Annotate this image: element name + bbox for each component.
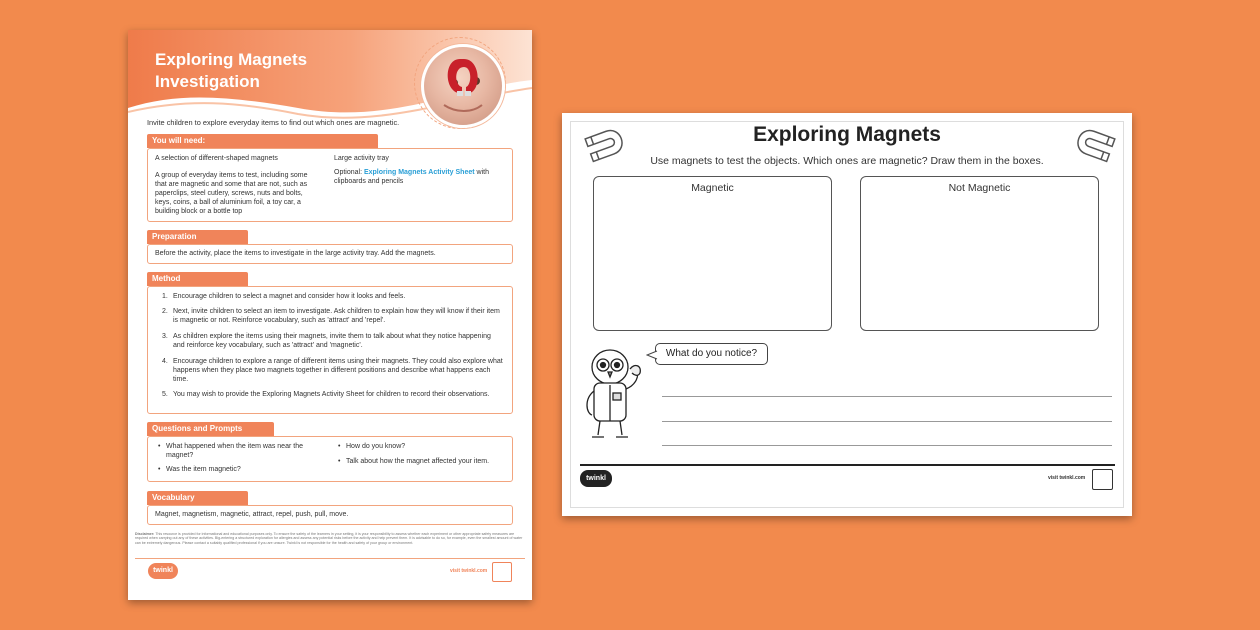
section-heading-preparation: Preparation: [147, 230, 248, 244]
writing-line[interactable]: [662, 396, 1112, 397]
writing-line[interactable]: [662, 421, 1112, 422]
visit-link[interactable]: visit twinkl.com: [1048, 475, 1086, 481]
title-line-1: Exploring Magnets: [155, 50, 308, 69]
disclaimer-label: Disclaimer:: [135, 532, 155, 536]
optional-prefix: Optional:: [334, 169, 364, 176]
disclaimer-text: This resource is provided for informational and educational purposes only. To ensure the safety of the learners in your setting, it is your responsibility to assess whether each experiment or other appropriate safety measures are required when carrying out any of these activities. Big-entering a structured exploration for allergies and assess any potential risks before the activity and help prevent them. It is advisable to do so, for example, even the smallest amount of water can be extremely dangerous. Please contact a suitably qualified professional if you are unsure. Twinkl is not responsible for the health and safety of your group or environment.: [135, 532, 523, 545]
section-heading-vocabulary: Vocabulary: [147, 491, 248, 505]
owl-scientist-icon: [580, 345, 650, 445]
sheet-instructions: Use magnets to test the objects. Which ones are magnetic? Draw them in the boxes.: [650, 155, 1044, 167]
preparation-text: Before the activity, place the items to investigate in the large activity tray. Add the magnets.: [155, 250, 436, 257]
questions-box: • What happened when the item was near the magnet? • Was the item magnetic? • How do you know? • Talk about how the magnet affected your item.: [147, 436, 513, 482]
not-magnetic-draw-box[interactable]: [860, 176, 1099, 331]
step-text: You may wish to provide the Exploring Magnets Activity Sheet for children to record their observations.: [173, 391, 490, 398]
step-text: Next, invite children to select an item to investigate. Ask children to explain how they will know if their item is magnetic or not. Reinforce vocabulary, such as 'attract' and 'repel'.: [173, 308, 500, 324]
writing-line[interactable]: [662, 445, 1112, 446]
speech-bubble-tail: [646, 349, 658, 361]
magnetic-draw-box[interactable]: [593, 176, 832, 331]
activity-plan-page: [128, 30, 532, 600]
not-magnetic-label: Not Magnetic: [948, 182, 1011, 194]
step-number: 5.: [162, 391, 168, 398]
step-text: As children explore the items using their magnets, invite them to talk about what they notice happening and reinforce key vocabulary, such as 'attract' and 'magnetic'.: [173, 333, 491, 349]
footer-divider: [580, 464, 1115, 466]
step-text: Encourage children to explore a range of different items using their magnets. They could also explore what happens when they place two magnets together in different positions and describe what happens each time.: [173, 358, 503, 383]
need-item-everyday-items: A group of everyday items to test, including some that are magnetic and some that are not, such as paperclips, steel cutlery, screws, nuts and bolts, keys, coins, a ball of aluminium foil, a toy car, a building block or a bottle top: [155, 172, 308, 215]
question-text: What happened when the item was near the magnet?: [166, 443, 303, 459]
twinkl-logo: twinkl: [148, 563, 178, 579]
vocabulary-text: Magnet, magnetism, magnetic, attract, repel, push, pull, move.: [155, 511, 349, 518]
sheet-title: Exploring Magnets: [753, 123, 941, 146]
twinkl-logo: twinkl: [580, 470, 612, 487]
child-magnet-photo: [421, 44, 505, 128]
question-text: How do you know?: [346, 443, 406, 450]
step-number: 2.: [162, 308, 168, 315]
step-number: 1.: [162, 293, 168, 300]
visit-link[interactable]: visit twinkl.com: [450, 568, 488, 574]
disclaimer: [135, 532, 525, 545]
horseshoe-magnet-icon: [424, 47, 502, 125]
need-item-tray: Large activity tray: [334, 155, 389, 162]
vocabulary-box: [147, 505, 513, 525]
intro-text: Invite children to explore everyday items to find out which ones are magnetic.: [147, 118, 400, 127]
need-item-optional: [334, 168, 504, 186]
optional-suffix: with clipboards and pencils: [334, 169, 489, 185]
you-will-need-box: [147, 148, 513, 222]
section-heading-method: Method: [147, 272, 248, 286]
prompt-speech-bubble: What do you notice?: [655, 343, 768, 365]
quality-badge-icon: [492, 562, 512, 582]
title-line-2: Investigation: [155, 72, 260, 91]
method-box: [147, 286, 513, 414]
question-text: Was the item magnetic?: [166, 466, 241, 473]
footer-divider: [135, 558, 525, 559]
activity-sheet-link[interactable]: Exploring Magnets Activity Sheet: [363, 169, 475, 176]
step-number: 3.: [162, 333, 168, 340]
page-title: [155, 49, 385, 93]
section-heading-you-will-need: You will need:: [147, 134, 378, 148]
section-heading-questions: Questions and Prompts: [147, 422, 274, 436]
need-item-magnets: A selection of different-shaped magnets: [155, 155, 278, 162]
step-text: Encourage children to select a magnet and consider how it looks and feels.: [173, 293, 406, 300]
step-number: 4.: [162, 358, 168, 365]
magnetic-label: Magnetic: [691, 182, 734, 194]
preparation-box: [147, 244, 513, 264]
quality-badge-icon: [1092, 469, 1113, 490]
question-text: Talk about how the magnet affected your item.: [346, 458, 490, 465]
activity-sheet-page: [562, 113, 1132, 516]
